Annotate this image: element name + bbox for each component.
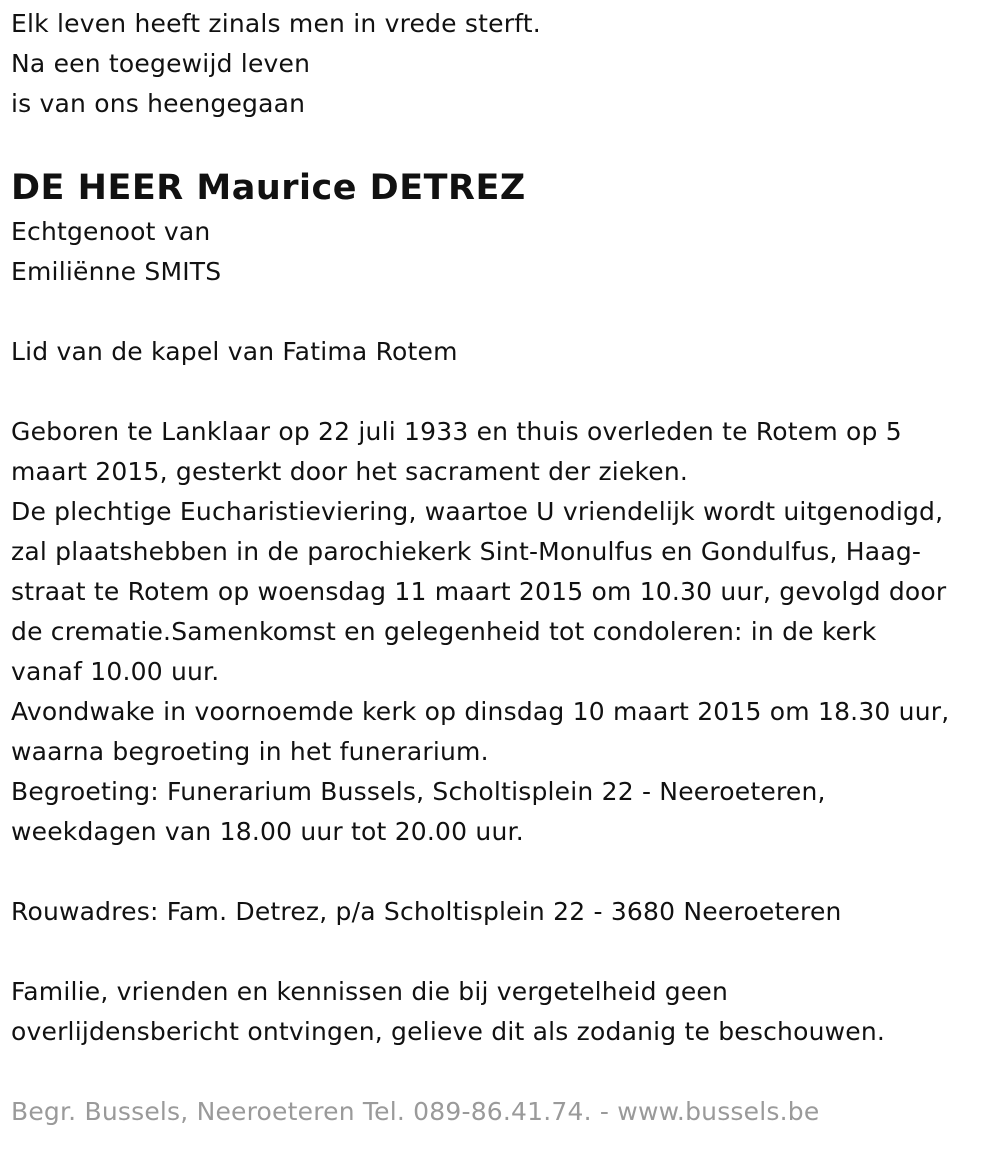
obituary-notice: [11, 4, 991, 1132]
details-line: weekdagen van 18.00 uur tot 20.00 uur.: [11, 817, 524, 846]
details-line: Begroeting: Funerarium Bussels, Scholtisplein 22 - Neeroeteren,: [11, 777, 826, 806]
spouse-line: Emiliënne SMITS: [11, 257, 222, 286]
intro-verse: [11, 4, 991, 124]
closing-line: overlijdensbericht ontvingen, gelieve dit als zodanig te beschouwen.: [11, 1017, 886, 1046]
details-line: straat te Rotem op woensdag 11 maart 2015 om 10.30 uur, gevolgd door: [11, 577, 947, 606]
spouse-line: Echtgenoot van: [11, 217, 211, 246]
details-line: zal plaatshebben in de parochiekerk Sint-Monulfus en Gondulfus, Haag-: [11, 537, 922, 566]
closing-line: Familie, vrienden en kennissen die bij vergetelheid geen: [11, 977, 729, 1006]
details-line: maart 2015, gesterkt door het sacrament der zieken.: [11, 457, 689, 486]
membership-text: Lid van de kapel van Fatima Rotem: [11, 337, 458, 366]
details-line: waarna begroeting in het funerarium.: [11, 737, 489, 766]
spouse-info: [11, 212, 991, 292]
funeral-home-footer: Begr. Bussels, Neeroeteren Tel. 089-86.41.74. - www.bussels.be: [11, 1097, 820, 1126]
details-line: Avondwake in voornoemde kerk op dinsdag 10 maart 2015 om 18.30 uur,: [11, 697, 950, 726]
details-line: de crematie.Samenkomst en gelegenheid tot condoleren: in de kerk: [11, 617, 877, 646]
details-line: Geboren te Lanklaar op 22 juli 1933 en thuis overleden te Rotem op 5: [11, 417, 902, 446]
intro-line: Na een toegewijd leven: [11, 49, 311, 78]
details-line: vanaf 10.00 uur.: [11, 657, 220, 686]
mourning-address: Rouwadres: Fam. Detrez, p/a Scholtisplein 22 - 3680 Neeroeteren: [11, 897, 842, 926]
deceased-name: DE HEER Maurice DETREZ: [11, 168, 526, 208]
details-line: De plechtige Eucharistieviering, waartoe U vriendelijk wordt uitgenodigd,: [11, 497, 944, 526]
closing-paragraph: [11, 972, 991, 1052]
details-paragraph: [11, 412, 991, 852]
intro-line: is van ons heengegaan: [11, 89, 306, 118]
intro-line: Elk leven heeft zinals men in vrede sterft.: [11, 9, 541, 38]
